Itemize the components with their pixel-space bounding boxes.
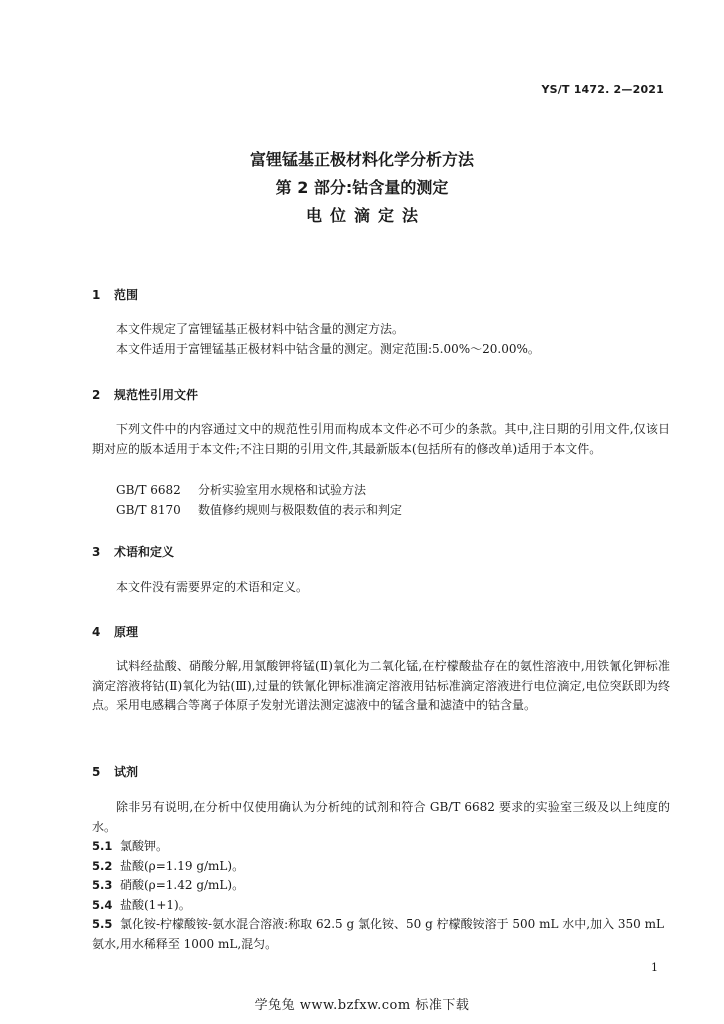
section-1-body <box>92 320 670 359</box>
paragraph: 试料经盐酸、硝酸分解,用氯酸钾将锰(Ⅱ)氧化为二氧化锰,在柠檬酸盐存在的氨性溶液中,用铁氰化钾标准滴定溶液将钴(Ⅱ)氧化为钴(Ⅲ),过量的铁氰化钾标准滴定溶液用钴标准滴定溶液进行电位滴定,电位突跃即为终点。采用电感耦合等离子体原子发射光谱法测定滤液中的锰含量和滤渣中的钴含量。 <box>92 659 670 712</box>
section-number: 2 <box>92 388 101 402</box>
clause-number: 5.3 <box>92 878 113 892</box>
section-heading-1 <box>92 286 138 303</box>
reference-title: 分析实验室用水规格和试验方法 <box>198 483 367 497</box>
document-title <box>0 146 724 230</box>
clause-number: 5.4 <box>92 897 113 912</box>
paragraph: 除非另有说明,在分析中仅使用确认为分析纯的试剂和符合 GB/T 6682 要求的实验室三级及以上纯度的水。 <box>92 800 670 834</box>
section-title: 规范性引用文件 <box>114 388 199 402</box>
section-title: 试剂 <box>114 765 139 779</box>
reference-item <box>116 501 402 521</box>
clause-continuation: 氨水,用水稀释至 1000 mL,混匀。 <box>92 936 278 951</box>
paragraph: 本文件没有需要界定的术语和定义。 <box>116 580 309 594</box>
reagent-item <box>92 857 670 877</box>
clause-number: 5.2 <box>92 858 113 873</box>
reference-title: 数值修约规则与极限数值的表示和判定 <box>198 502 403 517</box>
section-heading-4 <box>92 623 138 640</box>
clause-text: 盐酸(1+1)。 <box>120 897 191 912</box>
section-number: 4 <box>92 625 101 639</box>
paragraph: 下列文件中的内容通过文中的规范性引用而构成本文件必不可少的条款。其中,注日期的引用文件,仅该日期对应的版本适用于本文件;不注日期的引用文件,其最新版本(包括所有的修改单)适用于本文件。 <box>92 422 670 456</box>
section-number: 1 <box>92 288 101 302</box>
section-heading-2 <box>92 386 198 403</box>
clause-text: 氯酸钾。 <box>120 839 169 853</box>
normative-reference-list <box>116 481 402 520</box>
reagent-item <box>92 915 670 935</box>
section-number: 3 <box>92 545 101 559</box>
reference-code: GB/T 6682 <box>116 483 181 497</box>
section-5-body <box>92 798 670 837</box>
section-4-body <box>92 657 670 716</box>
title-line-2: 第 2 部分:钴含量的测定 <box>275 178 449 197</box>
paragraph: 本文件适用于富锂锰基正极材料中钴含量的测定。测定范围:5.00%～20.00%。 <box>116 341 540 356</box>
paragraph: 本文件规定了富锂锰基正极材料中钴含量的测定方法。 <box>116 322 405 336</box>
title-line-1: 富锂锰基正极材料化学分析方法 <box>249 150 474 169</box>
reference-item <box>116 481 402 501</box>
clause-number: 5.5 <box>92 917 113 931</box>
section-2-body <box>92 420 670 459</box>
clause-text: 盐酸(ρ=1.19 g/mL)。 <box>120 858 245 873</box>
clause-text: 硝酸(ρ=1.42 g/mL)。 <box>120 878 245 892</box>
section-number: 5 <box>92 765 101 779</box>
page-number: 1 <box>651 961 658 974</box>
standard-code: YS/T 1472. 2—2021 <box>541 83 664 96</box>
reagent-item <box>92 837 670 857</box>
reagent-list <box>92 837 670 954</box>
title-line-3: 电位滴定法 <box>305 206 426 225</box>
clause-number: 5.1 <box>92 839 113 853</box>
section-title: 范围 <box>114 288 139 302</box>
section-title: 原理 <box>114 625 139 639</box>
reagent-item <box>92 876 670 896</box>
section-3-body <box>92 578 670 598</box>
section-heading-5 <box>92 763 138 780</box>
section-heading-3 <box>92 543 174 560</box>
reagent-item <box>92 896 670 916</box>
reference-code: GB/T 8170 <box>116 502 181 517</box>
section-title: 术语和定义 <box>114 545 175 559</box>
footer-watermark: 学兔兔 www.bzfxw.com 标准下载 <box>254 998 470 1013</box>
clause-text: 氯化铵-柠檬酸铵-氨水混合溶液:称取 62.5 g 氯化铵、50 g 柠檬酸铵溶于 500 mL 水中,加入 350 mL <box>120 917 664 931</box>
